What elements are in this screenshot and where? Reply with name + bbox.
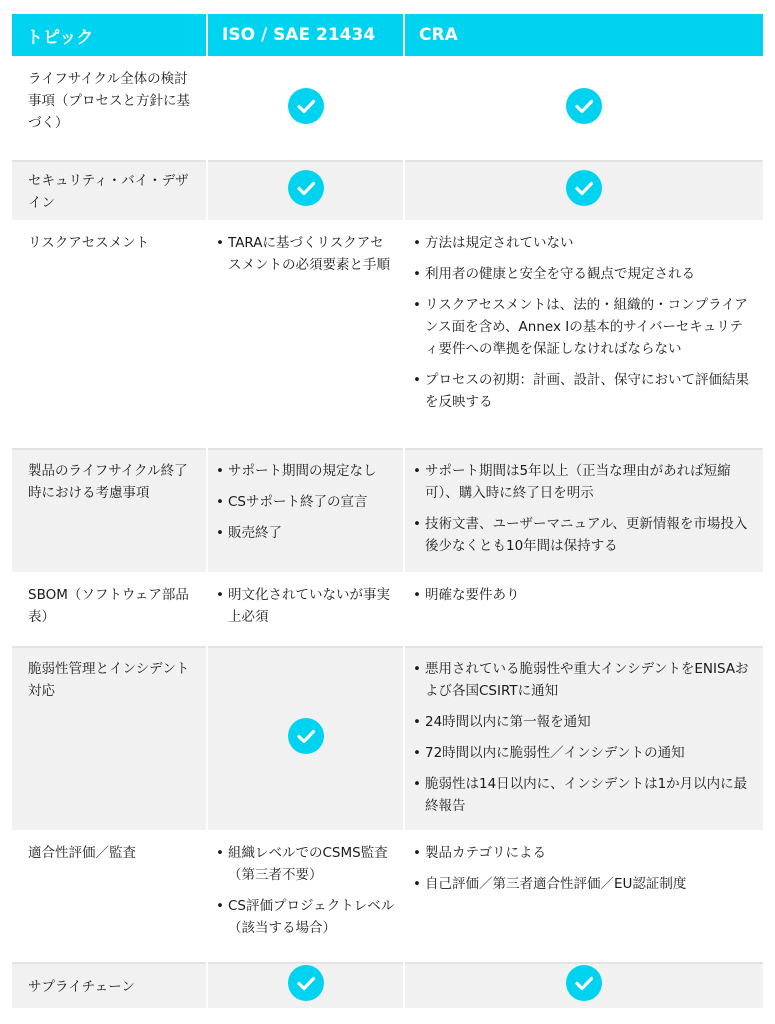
row-cra-cell — [405, 574, 763, 648]
check-circle-icon — [566, 965, 602, 1001]
list-item: • 方法は規定されていない — [413, 232, 755, 254]
iso-list — [216, 232, 395, 276]
row-iso-cell — [208, 832, 403, 964]
list-item: • 悪用されている脆弱性や重大インシデントをENISAおよび各国CSIRTに通知 — [413, 658, 755, 702]
comparison-table — [10, 14, 765, 1010]
row-topic: セキュリティ・バイ・デザイン — [12, 162, 206, 222]
list-item: • プロセスの初期：計画、設計、保守において評価結果を反映する — [413, 369, 755, 413]
list-item: • 製品カテゴリによる — [413, 842, 755, 864]
list-item: • 脆弱性は14日以内に、インシデントは1か月以内に最終報告 — [413, 773, 755, 817]
list-item: • 自己評価／第三者適合性評価／EU認証制度 — [413, 873, 755, 895]
iso-list — [216, 842, 395, 939]
row-topic: サプライチェーン — [12, 964, 206, 1010]
list-item: • 明確な要件あり — [413, 584, 755, 606]
row-topic: 脆弱性管理とインシデント対応 — [12, 648, 206, 832]
row-cra-cell — [405, 222, 763, 450]
check-circle-icon — [288, 88, 324, 124]
row-iso-cell — [208, 574, 403, 648]
list-item: • リスクアセスメントは、法的・組織的・コンプライアンス面を含め、Annex Iの基本的サイバーセキュリティ要件への準拠を保証しなければならない — [413, 294, 755, 360]
header-cra: CRA — [405, 14, 763, 58]
list-item: • 組織レベルでのCSMS監査（第三者不要） — [216, 842, 395, 886]
table-row — [12, 162, 763, 222]
cra-list — [413, 584, 755, 606]
row-topic: リスクアセスメント — [12, 222, 206, 450]
cra-list — [413, 842, 755, 895]
row-topic: ライフサイクル全体の検討事項（プロセスと方針に基づく） — [12, 58, 206, 162]
row-cra-cell — [405, 58, 763, 162]
list-item: • 利用者の健康と安全を守る観点で規定される — [413, 263, 755, 285]
row-topic: 適合性評価／監査 — [12, 832, 206, 964]
header-topic: トピック — [12, 14, 206, 58]
cra-list — [413, 460, 755, 557]
row-iso-cell — [208, 648, 403, 832]
table-row — [12, 58, 763, 162]
comparison-page — [12, 14, 763, 1010]
row-iso-cell — [208, 450, 403, 574]
table-row — [12, 574, 763, 648]
row-topic: SBOM（ソフトウェア部品表） — [12, 574, 206, 648]
header-iso: ISO / SAE 21434 — [208, 14, 403, 58]
check-circle-icon — [288, 718, 324, 754]
row-cra-cell — [405, 964, 763, 1010]
iso-list — [216, 460, 395, 544]
table-row — [12, 832, 763, 964]
table-row — [12, 450, 763, 574]
check-circle-icon — [288, 170, 324, 206]
list-item: • CS評価プロジェクトレベル（該当する場合） — [216, 895, 395, 939]
cra-list — [413, 658, 755, 817]
iso-list — [216, 584, 395, 628]
list-item: • サポート期間の規定なし — [216, 460, 395, 482]
list-item: • 24時間以内に第一報を通知 — [413, 711, 755, 733]
table-row — [12, 648, 763, 832]
list-item: • 明文化されていないが事実上必須 — [216, 584, 395, 628]
row-iso-cell — [208, 964, 403, 1010]
check-circle-icon — [566, 170, 602, 206]
row-cra-cell — [405, 832, 763, 964]
row-iso-cell — [208, 222, 403, 450]
table-header-row — [12, 14, 763, 58]
check-circle-icon — [566, 88, 602, 124]
row-cra-cell — [405, 648, 763, 832]
row-cra-cell — [405, 450, 763, 574]
list-item: • 販売終了 — [216, 522, 395, 544]
row-iso-cell — [208, 58, 403, 162]
check-circle-icon — [288, 965, 324, 1001]
list-item: • 技術文書、ユーザーマニュアル、更新情報を市場投入後少なくとも10年間は保持する — [413, 513, 755, 557]
list-item: • 72時間以内に脆弱性／インシデントの通知 — [413, 742, 755, 764]
cra-list — [413, 232, 755, 413]
table-row — [12, 222, 763, 450]
list-item: • TARAに基づくリスクアセスメントの必須要素と手順 — [216, 232, 395, 276]
table-row — [12, 964, 763, 1010]
row-cra-cell — [405, 162, 763, 222]
row-topic: 製品のライフサイクル終了時における考慮事項 — [12, 450, 206, 574]
list-item: • サポート期間は5年以上（正当な理由があれば短縮可）、購入時に終了日を明示 — [413, 460, 755, 504]
row-iso-cell — [208, 162, 403, 222]
list-item: • CSサポート終了の宣言 — [216, 491, 395, 513]
